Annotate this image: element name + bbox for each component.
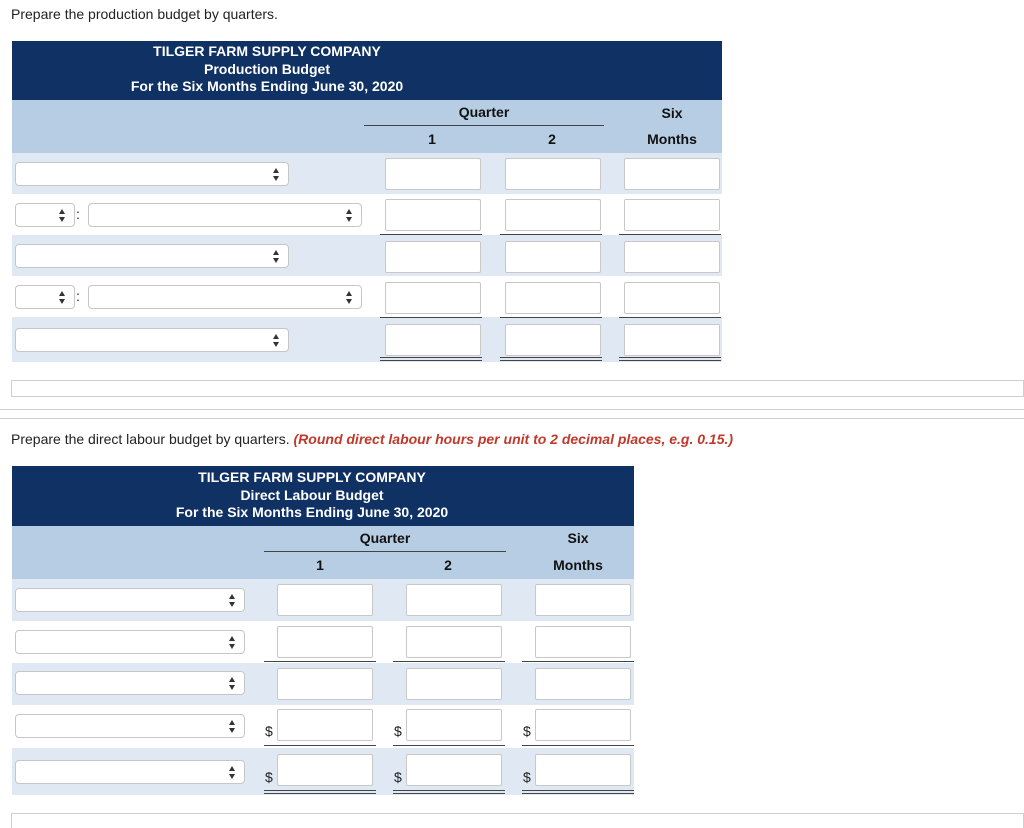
production-row-1-q1-input[interactable] (385, 158, 481, 190)
production-title: Production Budget (204, 60, 330, 77)
production-row-2-q1-input[interactable] (385, 199, 481, 231)
subtotal-rule (264, 745, 376, 746)
subtotal-rule (522, 745, 634, 746)
section-divider (0, 409, 1024, 410)
labour-period: For the Six Months Ending June 30, 2020 (175, 504, 449, 520)
chevron-updown-icon (59, 291, 66, 304)
labour-row-4-q2-input[interactable] (406, 709, 502, 741)
chevron-updown-icon (59, 209, 66, 222)
labour-instruction-line (11, 431, 733, 447)
subtotal-rule (500, 234, 602, 235)
labour-row-5-q1-currency: $ (265, 769, 273, 785)
labour-row-4-q2-currency: $ (394, 723, 402, 739)
production-col-1: 1 (428, 131, 436, 147)
labour-row-2-q1-input[interactable] (277, 626, 373, 658)
production-row-2-select[interactable] (88, 203, 362, 227)
labour-row-2-six-input[interactable] (535, 626, 631, 658)
labour-quarter-rule (264, 551, 506, 552)
labour-row-1-six-input[interactable] (535, 584, 631, 616)
labour-quarter-label: Quarter (359, 530, 411, 546)
production-row-5-q1-input[interactable] (385, 324, 481, 356)
total-double-rule (500, 357, 602, 361)
labour-row-5-six-currency: $ (523, 769, 531, 785)
production-row-2-q2-input[interactable] (505, 199, 601, 231)
total-double-rule (393, 790, 505, 794)
production-quarter-label: Quarter (458, 104, 510, 120)
labour-row-4-six-currency: $ (523, 723, 531, 739)
production-row-2-six-input[interactable] (624, 199, 720, 231)
labour-six-label: Six (567, 530, 589, 546)
labour-rounding-note: (Round direct labour hours per unit to 2 decimal places, e.g. 0.15.) (293, 431, 734, 447)
production-row-4-q2-input[interactable] (505, 282, 601, 314)
production-instruction: Prepare the production budget by quarters. (11, 6, 278, 22)
production-col-2: 2 (548, 131, 556, 147)
production-row-5-q2-input[interactable] (505, 324, 601, 356)
production-row-3-q2-input[interactable] (505, 241, 601, 273)
labour-row-2-select[interactable] (15, 630, 245, 654)
chevron-updown-icon (229, 766, 236, 779)
section-divider (0, 418, 1024, 419)
production-feedback-box (11, 380, 1024, 397)
production-period: For the Six Months Ending June 30, 2020 (130, 78, 404, 94)
production-months-label: Months (647, 131, 697, 147)
labour-row-5-q1-input[interactable] (277, 754, 373, 786)
production-row-5-six-input[interactable] (624, 324, 720, 356)
subtotal-rule (380, 234, 482, 235)
labour-instruction: Prepare the direct labour budget by quarters. (11, 431, 290, 447)
labour-row-5-q2-input[interactable] (406, 754, 502, 786)
labour-row-4-q1-input[interactable] (277, 709, 373, 741)
production-row-4-colon: : (76, 288, 80, 304)
chevron-updown-icon (229, 677, 236, 690)
labour-row-5-six-input[interactable] (535, 754, 631, 786)
production-row-3-six-input[interactable] (624, 241, 720, 273)
production-header (12, 41, 722, 100)
subtotal-rule (393, 661, 505, 662)
chevron-updown-icon (346, 209, 353, 222)
subtotal-rule (500, 317, 602, 318)
labour-row-1-q1-input[interactable] (277, 584, 373, 616)
labour-title: Direct Labour Budget (240, 486, 384, 503)
production-row-2-colon: : (76, 206, 80, 222)
production-row-3-q1-input[interactable] (385, 241, 481, 273)
labour-feedback-box (11, 813, 1024, 828)
labour-col-1: 1 (316, 557, 324, 573)
chevron-updown-icon (229, 720, 236, 733)
labour-col-2: 2 (444, 557, 452, 573)
total-double-rule (522, 790, 634, 794)
labour-row-3-six-input[interactable] (535, 668, 631, 700)
labour-row-4-six-input[interactable] (535, 709, 631, 741)
production-row-4-q1-input[interactable] (385, 282, 481, 314)
labour-header (12, 466, 634, 526)
labour-months-label: Months (553, 557, 603, 573)
labour-row-4-select[interactable] (15, 714, 245, 738)
chevron-updown-icon (273, 250, 280, 263)
labour-row-3-select[interactable] (15, 671, 245, 695)
subtotal-rule (619, 234, 721, 235)
labour-row-2-q2-input[interactable] (406, 626, 502, 658)
chevron-updown-icon (273, 168, 280, 181)
chevron-updown-icon (229, 594, 236, 607)
labour-company: TILGER FARM SUPPLY COMPANY (198, 469, 426, 485)
production-row-3-select[interactable] (15, 244, 289, 268)
labour-row-5-q2-currency: $ (394, 769, 402, 785)
chevron-updown-icon (346, 291, 353, 304)
production-row-4-six-input[interactable] (624, 282, 720, 314)
production-row-5-select[interactable] (15, 328, 289, 352)
labour-row-1-q2-input[interactable] (406, 584, 502, 616)
production-row-1-select[interactable] (15, 162, 289, 186)
production-company: TILGER FARM SUPPLY COMPANY (153, 43, 381, 59)
subtotal-rule (264, 661, 376, 662)
labour-row-5-select[interactable] (15, 760, 245, 784)
production-row-4-select[interactable] (88, 285, 362, 309)
total-double-rule (380, 357, 482, 361)
production-row-4-operator-select[interactable] (15, 285, 75, 309)
labour-row-3-q2-input[interactable] (406, 668, 502, 700)
labour-row-4-q1-currency: $ (265, 723, 273, 739)
production-quarter-rule (364, 125, 604, 126)
production-row-2-operator-select[interactable] (15, 203, 75, 227)
production-six-label: Six (661, 105, 683, 121)
chevron-updown-icon (273, 334, 280, 347)
total-double-rule (619, 357, 721, 361)
labour-row-1-select[interactable] (15, 588, 245, 612)
subtotal-rule (393, 745, 505, 746)
production-row-1-q2-input[interactable] (505, 158, 601, 190)
subtotal-rule (522, 661, 634, 662)
labour-row-3-q1-input[interactable] (277, 668, 373, 700)
subtotal-rule (380, 317, 482, 318)
total-double-rule (264, 790, 376, 794)
chevron-updown-icon (229, 636, 236, 649)
subtotal-rule (619, 317, 721, 318)
production-row-1-six-input[interactable] (624, 158, 720, 190)
